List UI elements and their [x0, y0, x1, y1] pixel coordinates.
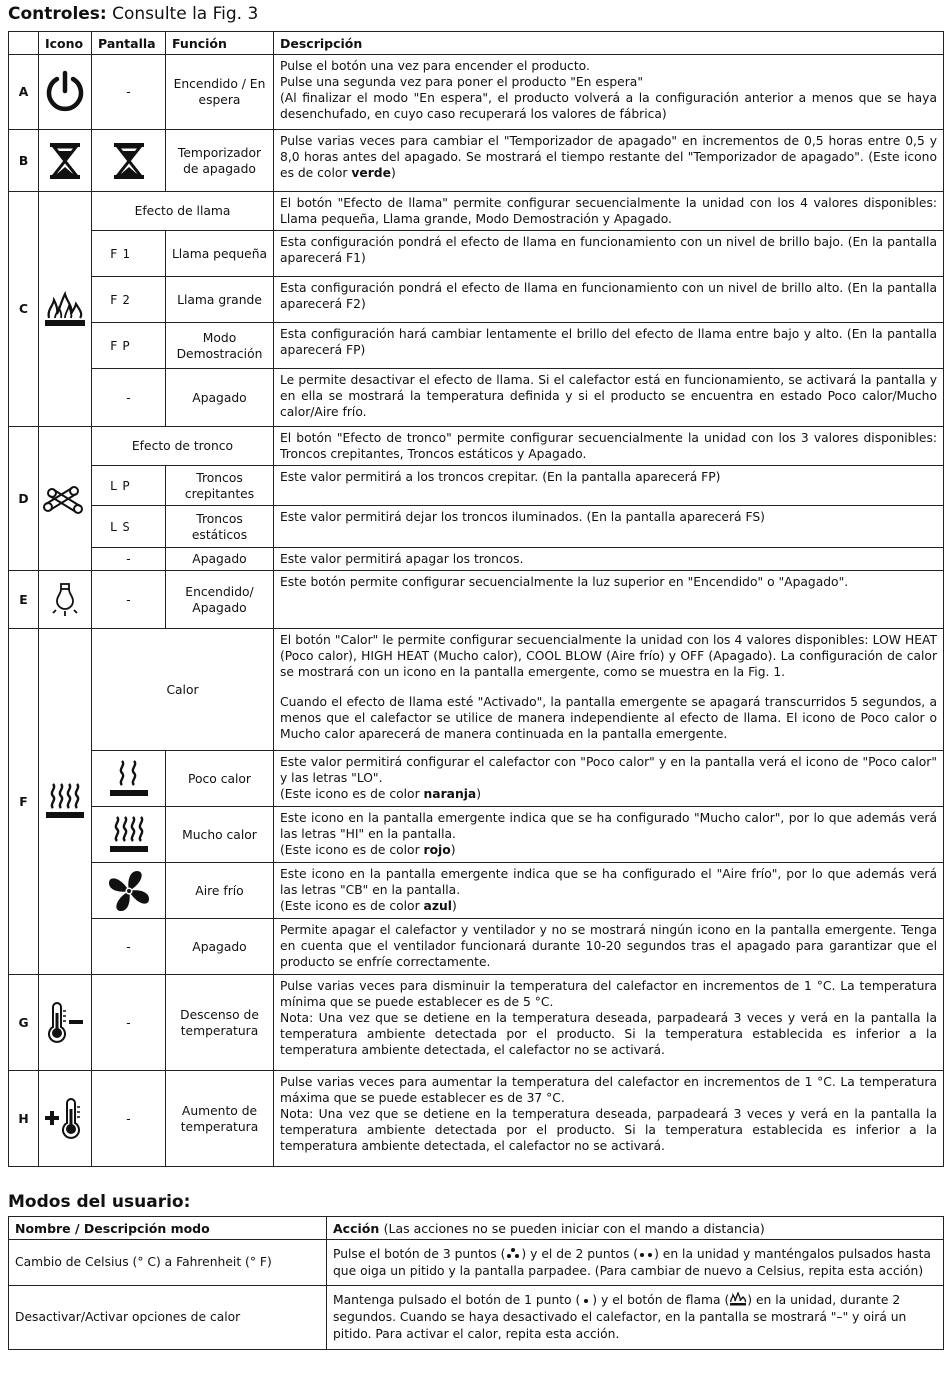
row-d-main: [9, 427, 944, 466]
controls-title: Controles: Consulte la Fig. 3: [8, 4, 259, 24]
display-value: -: [92, 1071, 166, 1167]
description: Pulse varias veces para aumentar la temperatura del calefactor en incrementos de 1 °C. La temperatura máxima que se puede establecer es de 37 °C. Nota: Una vez que se detiene en la temperatura deseada, parpadeará 3 veces y verá en la pantalla la temperatura ambiente detectada por el producto. Si la temperatura establecida es inferior a la temperatura ambiente detectada, el calefactor no se activará.: [274, 1071, 944, 1167]
header-display: Pantalla: [92, 32, 166, 55]
function-label: Descenso de temperatura: [166, 975, 274, 1071]
row-key: C: [9, 192, 39, 427]
description: Este botón permite configurar secuencialmente la luz superior en "Encendido" o "Apagado".: [274, 571, 944, 629]
display-value: LP: [92, 466, 166, 506]
two-dots-icon: [638, 1247, 654, 1259]
function-label: Modo Demostración: [166, 323, 274, 369]
controls-header-row: [9, 32, 944, 55]
row-f-1: [9, 751, 944, 807]
function-label: Troncos crepitantes: [166, 466, 274, 506]
row-key: A: [9, 55, 39, 130]
function-label: Aumento de temperatura: [166, 1071, 274, 1167]
temperature-up-icon: [39, 1071, 92, 1167]
user-modes-table: [8, 1216, 944, 1350]
header-action: Acción (Las acciones no se pueden iniciar con el mando a distancia): [327, 1217, 944, 1240]
flame-icon: [729, 1292, 747, 1306]
row-key: G: [9, 975, 39, 1071]
description: Este valor permitirá apagar los troncos.: [274, 548, 944, 571]
description: Esta configuración hará cambiar lentamente el brillo del efecto de llama entre bajo y alto. (En la pantalla aparecerá FP): [274, 323, 944, 369]
display-value: -: [92, 571, 166, 629]
function-label: Aire frío: [166, 863, 274, 919]
description: Pulse varias veces para disminuir la temperatura del calefactor en incrementos de 1 °C. La temperatura mínima que se puede establecer es de 5 °C. Nota: Una vez que se detiene en la temperatura deseada, parpadeará 3 veces y verá en la pantalla la temperatura ambiente detectada por el producto. Si la temperatura establecida es inferior a la temperatura ambiente detectada, el calefactor no se activará.: [274, 975, 944, 1071]
header-function: Función: [166, 32, 274, 55]
three-dots-icon: [505, 1247, 521, 1259]
display-value: -: [92, 548, 166, 571]
description: El botón "Efecto de tronco" permite configurar secuencialmente la unidad con los 3 valores disponibles: Troncos crepitantes, Troncos estáticos y Apagado.: [274, 427, 944, 466]
row-f-4: [9, 919, 944, 975]
function-label: Apagado: [166, 369, 274, 427]
description: Este valor permitirá a los troncos crepitar. (En la pantalla aparecerá FP): [274, 466, 944, 506]
header-description: Descripción: [274, 32, 944, 55]
description: El botón "Calor" le permite configurar secuencialmente la unidad con los 4 valores disponibles: LOW HEAT (Poco calor), HIGH HEAT (Mucho calor), COOL BLOW (Aire frío) y OFF (Apagado). La configuración de calor se mostrará con un icono en la pantalla emergente, como se muestra en la Fig. 1. Cuando el efecto de llama esté "Activado", la pantalla emergente se apagará transcurridos 5 segundos, a menos que el calefactor se utilice de manera independiente al efecto de llama. El icono de Poco calor o Mucho calor aparecerá de manera continuada en la pantalla emergente.: [274, 629, 944, 751]
row-a: [9, 55, 944, 130]
row-f-3: [9, 863, 944, 919]
row-key: F: [9, 629, 39, 975]
function-label: Apagado: [166, 548, 274, 571]
display-value: F1: [92, 231, 166, 277]
mode-name: Desactivar/Activar opciones de calor: [9, 1286, 327, 1350]
description: El botón "Efecto de llama" permite configurar secuencialmente la unidad con los 4 valores disponibles: Llama pequeña, Llama grande, Modo Demostración y Apagado.: [274, 192, 944, 231]
row-b: [9, 130, 944, 192]
row-key: B: [9, 130, 39, 192]
row-c-4: [9, 369, 944, 427]
row-c-3: [9, 323, 944, 369]
display-value: -: [92, 975, 166, 1071]
description: Este valor permitirá dejar los troncos iluminados. (En la pantalla aparecerá FS): [274, 506, 944, 548]
mode-name: Cambio de Celsius (° C) a Fahrenheit (° F): [9, 1240, 327, 1286]
low-heat-icon: [92, 751, 166, 807]
row-key: D: [9, 427, 39, 571]
description: Pulse varias veces para cambiar el "Temporizador de apagado" en incrementos de 0,5 horas entre 0,5 y 8,0 horas antes del apagado. Se mostrará el tiempo restante del "Temporizador de apagado". (Este icono es de color verde): [274, 130, 944, 192]
power-icon: [39, 55, 92, 130]
function-label: Apagado: [166, 919, 274, 975]
function-label: Temporizador de apagado: [166, 130, 274, 192]
function-label: Mucho calor: [166, 807, 274, 863]
controls-table: [8, 31, 944, 1167]
hourglass-icon: [92, 130, 166, 192]
high-heat-icon: [92, 807, 166, 863]
row-g: [9, 975, 944, 1071]
display-value: FP: [92, 323, 166, 369]
display-value: LS: [92, 506, 166, 548]
header-mode-name: Nombre / Descripción modo: [9, 1217, 327, 1240]
row-c-2: [9, 277, 944, 323]
row-d-2: [9, 506, 944, 548]
function-label: Calor: [92, 629, 274, 751]
function-label: Efecto de tronco: [92, 427, 274, 466]
logs-icon: [39, 427, 92, 571]
display-value: -: [92, 55, 166, 130]
row-key: E: [9, 571, 39, 629]
function-label: Poco calor: [166, 751, 274, 807]
row-f-2: [9, 807, 944, 863]
description: Esta configuración pondrá el efecto de llama en funcionamiento con un nivel de brillo bajo. (En la pantalla aparecerá F1): [274, 231, 944, 277]
header-icon: Icono: [39, 32, 92, 55]
description: Esta configuración pondrá el efecto de llama en funcionamiento con un nivel de brillo alto. (En la pantalla aparecerá F2): [274, 277, 944, 323]
function-label: Encendido/ Apagado: [166, 571, 274, 629]
description: Permite apagar el calefactor y ventilador y no se mostrará ningún icono en la pantalla emergente. Tenga en cuenta que el ventilador funcionará durante 10-20 segundos tras el apagado para garantizar que el producto se enfríe correctamente.: [274, 919, 944, 975]
row-d-1: [9, 466, 944, 506]
function-label: Troncos estáticos: [166, 506, 274, 548]
row-e: [9, 571, 944, 629]
description: Este icono en la pantalla emergente indica que se ha configurado el "Aire frío", por lo que además verá las letras "CB" en la pantalla. (Este icono es de color azul): [274, 863, 944, 919]
light-bulb-icon: [39, 571, 92, 629]
one-dot-icon: [580, 1293, 592, 1305]
description: Le permite desactivar el efecto de llama. Si el calefactor está en funcionamiento, se activará la pantalla y en ella se mostrará la temperatura definida y si el producto se encuentra en estado Poco calor/Mucho calor/Aire frío.: [274, 369, 944, 427]
temperature-down-icon: [39, 975, 92, 1071]
description: Este valor permitirá configurar el calefactor con "Poco calor" y en la pantalla verá el icono de "Poco calor" y las letras "LO". (Este icono es de color naranja): [274, 751, 944, 807]
description: Pulse el botón una vez para encender el producto. Pulse una segunda vez para poner el producto "En espera" (Al finalizar el modo "En espera", el producto volverá a la configuración anterior a menos que se haya desenchufado, en cuyo caso recuperará los valores de fábrica): [274, 55, 944, 130]
row-d-3: [9, 548, 944, 571]
mode-row: [9, 1240, 944, 1286]
mode-action: Mantenga pulsado el botón de 1 punto ( ) y el botón de flama ( ) en la unidad, durante 2 segundos. Cuando se haya desactivado el calefactor, en la pantalla se mostrará "–" y oirá un pitido. Para activar el calor, repita esta acción.: [327, 1286, 944, 1350]
row-c-main: [9, 192, 944, 231]
function-label: Llama grande: [166, 277, 274, 323]
row-f-main: [9, 629, 944, 751]
heater-icon: [39, 629, 92, 975]
row-c-1: [9, 231, 944, 277]
function-label: Encendido / En espera: [166, 55, 274, 130]
modes-header-row: [9, 1217, 944, 1240]
row-h: [9, 1071, 944, 1167]
function-label: Efecto de llama: [92, 192, 274, 231]
flame-icon: [39, 192, 92, 427]
display-value: -: [92, 919, 166, 975]
fan-icon: [92, 863, 166, 919]
mode-row: [9, 1286, 944, 1350]
row-key: H: [9, 1071, 39, 1167]
function-label: Llama pequeña: [166, 231, 274, 277]
hourglass-icon: [39, 130, 92, 192]
user-modes-title: Modos del usuario:: [8, 1192, 191, 1212]
mode-action: Pulse el botón de 3 puntos ( ) y el de 2 puntos ( ) en la unidad y manténgalos pulsados hasta que oiga un pitido y la pantalla parpadee. (Para cambiar de nuevo a Celsius, repita esta acción): [327, 1240, 944, 1286]
description: Este icono en la pantalla emergente indica que se ha configurado "Mucho calor", por lo que además verá las letras "HI" en la pantalla. (Este icono es de color rojo): [274, 807, 944, 863]
display-value: F2: [92, 277, 166, 323]
display-value: -: [92, 369, 166, 427]
